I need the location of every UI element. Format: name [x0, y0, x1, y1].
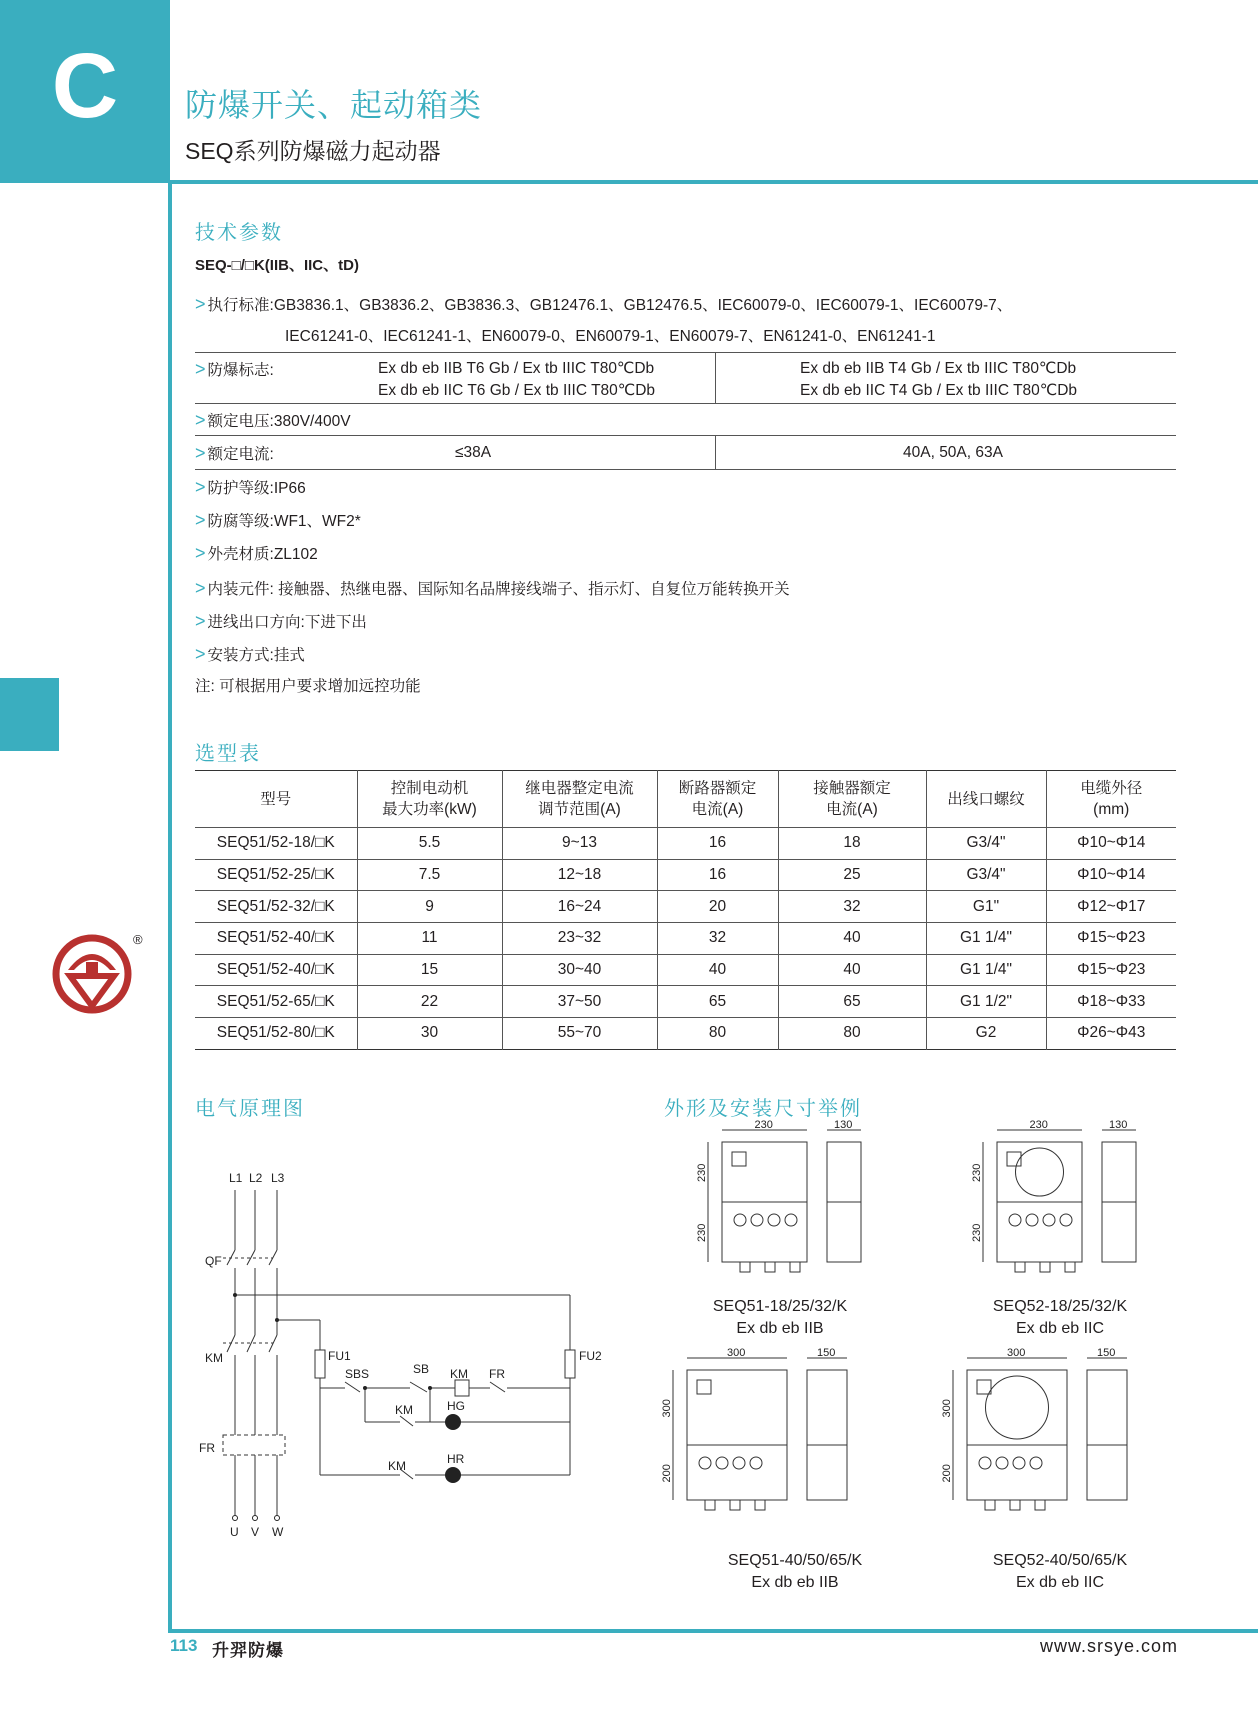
dim-height2-label: 230: [696, 1223, 708, 1242]
current-row: [195, 442, 274, 466]
dim-height1-label: 300: [941, 1399, 953, 1418]
install-label: 安装方式:: [207, 647, 274, 664]
exmark-left-2: Ex db eb IIC T6 Gb / Ex tb IIIC T80℃Db: [378, 382, 656, 399]
label-l3: L3: [271, 1171, 285, 1185]
table-cell: 32: [778, 891, 926, 923]
table-cell: G3/4": [926, 859, 1046, 891]
protection-label: 防护等级:: [207, 480, 274, 497]
enclosure-caption: [695, 1550, 895, 1594]
table-cell: 16~24: [502, 891, 657, 923]
page-number: 113: [170, 1636, 198, 1655]
table-row: [195, 1018, 1176, 1050]
enclosure-drawing: [661, 1347, 895, 1525]
label-km-aux2: KM: [388, 1459, 406, 1473]
exmark-row: [195, 358, 274, 382]
enclosure-caption: [680, 1296, 880, 1340]
footer-brand: 升羿防爆: [212, 1641, 284, 1660]
standards-label: 执行标准:: [207, 297, 274, 314]
label-sb: SB: [413, 1362, 430, 1376]
install-value: 挂式: [273, 647, 305, 664]
table-row: [195, 891, 1176, 923]
table-cell: SEQ51/52-18/□K: [216, 834, 335, 852]
arrow-icon: >: [195, 611, 206, 631]
voltage-value: 380V/400V: [273, 413, 351, 430]
label-hr: HR: [447, 1452, 465, 1466]
table-cell: Φ10~Φ14: [1046, 828, 1176, 860]
table-row: [195, 923, 1176, 955]
table-cell: 55~70: [502, 1018, 657, 1050]
standards-row: [195, 293, 1012, 317]
arrow-icon: >: [195, 510, 206, 530]
table-row: [195, 828, 1176, 860]
current-left: ≤38A: [455, 444, 492, 461]
table-row: [195, 986, 1176, 1018]
arrow-icon: >: [195, 359, 206, 379]
footer-rule: [168, 1629, 1258, 1633]
enclosure-caption: [960, 1550, 1160, 1594]
voltage-row: [195, 409, 351, 433]
enclosure-ex-mark: Ex db eb IIC: [1015, 1320, 1105, 1337]
table-cell: SEQ51/52-25/□K: [216, 866, 335, 884]
table-cell: 37~50: [502, 986, 657, 1018]
label-fu2: FU2: [579, 1349, 602, 1363]
table-cell: 23~32: [502, 923, 657, 955]
dim-width-label: 230: [1029, 1119, 1048, 1131]
label-km-coil: KM: [450, 1367, 468, 1381]
housing-row: [195, 542, 318, 566]
components-label: 内装元件:: [207, 581, 274, 598]
table-cell: SEQ51/52-40/□K: [216, 961, 335, 979]
label-w: W: [272, 1525, 284, 1539]
table-cell: 20: [657, 891, 778, 923]
note: 注: 可根据用户要求增加远控功能: [195, 678, 421, 695]
current-label: 额定电流:: [207, 446, 274, 463]
arrow-icon: >: [195, 578, 206, 598]
selection-table: [195, 770, 1176, 1050]
table-row: [195, 954, 1176, 986]
table-cell: 30~40: [502, 954, 657, 986]
install-row: [195, 643, 305, 667]
label-hg: HG: [447, 1399, 465, 1413]
table-header-row: [195, 771, 1176, 828]
table-cell: 12~18: [502, 859, 657, 891]
arrow-icon: >: [195, 443, 206, 463]
label-l2: L2: [249, 1171, 263, 1185]
table-cell: 18: [778, 828, 926, 860]
label-sbs: SBS: [345, 1367, 370, 1381]
table-cell: 22: [357, 986, 502, 1018]
dim-height1-label: 230: [971, 1163, 983, 1182]
table-cell: SEQ51/52-40/□K: [216, 929, 335, 947]
entry-label: 进线出口方向:: [207, 614, 305, 631]
enclosure-drawing: [941, 1347, 1175, 1525]
header-contactor-current: 接触器额定 电流(A): [778, 771, 926, 828]
header-cable-diameter: 电缆外径 (mm): [1046, 771, 1176, 828]
dim-width-label: 300: [727, 1347, 746, 1359]
divider: [195, 352, 1176, 353]
divider: [715, 352, 716, 403]
dim-width-label: 300: [1007, 1347, 1026, 1359]
table-cell: SEQ51/52-32/□K: [216, 897, 335, 915]
arrow-icon: >: [195, 294, 206, 314]
current-right: 40A, 50A, 63A: [903, 444, 1003, 461]
category-title: 防爆开关、起动箱类: [185, 87, 483, 123]
anticorrosion-value: WF1、WF2*: [273, 513, 361, 530]
table-cell: SEQ51/52-65/□K: [216, 992, 335, 1010]
arrow-icon: >: [195, 543, 206, 563]
table-cell: G1 1/2": [926, 986, 1046, 1018]
table-cell: 80: [657, 1018, 778, 1050]
table-cell: 40: [778, 954, 926, 986]
table-cell: SEQ51/52-80/□K: [216, 1024, 335, 1042]
label-fr-main: FR: [199, 1441, 215, 1455]
enclosure-model: SEQ52-40/50/65/K: [992, 1552, 1128, 1569]
table-cell: 9: [357, 891, 502, 923]
header-rule: [170, 180, 1258, 184]
dim-height2-label: 200: [941, 1464, 953, 1483]
header-relay-current: 继电器整定电流 调节范围(A): [502, 771, 657, 828]
product-title: SEQ系列防爆磁力起动器: [185, 138, 441, 164]
exmark-label: 防爆标志:: [207, 362, 274, 379]
table-cell: 15: [357, 954, 502, 986]
dim-height2-label: 230: [971, 1223, 983, 1242]
arrow-icon: >: [195, 644, 206, 664]
standards-line1: GB3836.1、GB3836.2、GB3836.3、GB12476.1、GB12476.5、IEC60079-0、IEC60079-1、IEC60079-7、: [273, 297, 1013, 314]
dim-height1-label: 230: [696, 1163, 708, 1182]
table-cell: G2: [926, 1018, 1046, 1050]
table-cell: 16: [657, 828, 778, 860]
label-km-aux1: KM: [395, 1403, 413, 1417]
components-value: 接触器、热继电器、国际知名品牌接线端子、指示灯、自复位万能转换开关: [273, 581, 790, 598]
specs-heading: 技术参数: [195, 222, 283, 244]
label-fr-ctrl: FR: [489, 1367, 505, 1381]
table-cell: 65: [657, 986, 778, 1018]
table-cell: Φ12~Φ17: [1046, 891, 1176, 923]
side-tab-marker: [0, 678, 59, 751]
dimensions-heading: 外形及安装尺寸举例: [664, 1098, 862, 1120]
housing-value: ZL102: [273, 546, 318, 563]
table-cell: 65: [778, 986, 926, 1018]
enclosure-drawing: [696, 1119, 920, 1287]
selection-heading: 选型表: [195, 743, 261, 765]
table-cell: G1 1/4": [926, 923, 1046, 955]
divider: [195, 435, 1176, 436]
exmark-right-2: Ex db eb IIC T4 Gb / Ex tb IIIC T80℃Db: [800, 382, 1078, 399]
table-cell: 16: [657, 859, 778, 891]
standards-line2: IEC61241-0、IEC61241-1、EN60079-0、EN60079-1、EN60079-7、EN61241-0、EN61241-1: [285, 328, 936, 345]
table-cell: 9~13: [502, 828, 657, 860]
enclosure-ex-mark: Ex db eb IIB: [751, 1574, 839, 1591]
table-cell: Φ15~Φ23: [1046, 923, 1176, 955]
table-cell: G1 1/4": [926, 954, 1046, 986]
voltage-label: 额定电压:: [207, 413, 274, 430]
header-model: 型号: [260, 790, 292, 808]
table-cell: G1": [926, 891, 1046, 923]
divider: [195, 469, 1176, 470]
table-row: [195, 859, 1176, 891]
header-motor-power: 控制电动机 最大功率(kW): [357, 771, 502, 828]
exmark-right-1: Ex db eb IIB T4 Gb / Ex tb IIIC T80℃Db: [800, 360, 1077, 377]
table-cell: 40: [778, 923, 926, 955]
housing-label: 外壳材质:: [207, 546, 274, 563]
enclosure-model: SEQ52-18/25/32/K: [992, 1298, 1128, 1315]
label-l1: L1: [229, 1171, 243, 1185]
dim-depth-label: 150: [1097, 1347, 1116, 1359]
dim-depth-label: 130: [1109, 1119, 1128, 1131]
schematic-heading: 电气原理图: [195, 1098, 305, 1120]
table-cell: 7.5: [357, 859, 502, 891]
left-rule: [168, 183, 172, 1633]
table-cell: 25: [778, 859, 926, 891]
dim-depth-label: 150: [817, 1347, 836, 1359]
components-row: [195, 577, 790, 601]
table-cell: Φ26~Φ43: [1046, 1018, 1176, 1050]
section-letter: C: [51, 35, 119, 137]
anticorrosion-row: [195, 509, 361, 533]
label-qf: QF: [205, 1254, 222, 1268]
protection-row: [195, 476, 306, 500]
header-breaker-current: 断路器额定 电流(A): [657, 771, 778, 828]
model-code: SEQ-□/□K(IIB、IIC、tD): [195, 257, 359, 274]
anticorrosion-label: 防腐等级:: [207, 513, 274, 530]
enclosure-ex-mark: Ex db eb IIC: [1015, 1574, 1105, 1591]
section-block: [0, 0, 170, 183]
table-cell: Φ18~Φ33: [1046, 986, 1176, 1018]
enclosure-model: SEQ51-40/50/65/K: [727, 1552, 863, 1569]
table-cell: 30: [357, 1018, 502, 1050]
table-cell: Φ10~Φ14: [1046, 859, 1176, 891]
website-link[interactable]: www.srsye.com: [1039, 1636, 1178, 1656]
table-cell: 32: [657, 923, 778, 955]
table-cell: Φ15~Φ23: [1046, 954, 1176, 986]
protection-value: IP66: [273, 480, 306, 497]
arrow-icon: >: [195, 477, 206, 497]
dim-depth-label: 130: [834, 1119, 853, 1131]
table-cell: 40: [657, 954, 778, 986]
enclosure-ex-mark: Ex db eb IIB: [736, 1320, 824, 1337]
table-cell: 11: [357, 923, 502, 955]
label-fu1: FU1: [328, 1349, 351, 1363]
entry-row: [195, 610, 367, 634]
table-cell: G3/4": [926, 828, 1046, 860]
divider: [195, 403, 1176, 404]
exmark-left-1: Ex db eb IIB T6 Gb / Ex tb IIIC T80℃Db: [378, 360, 655, 377]
enclosure-model: SEQ51-18/25/32/K: [712, 1298, 848, 1315]
enclosure-drawing: [971, 1119, 1195, 1287]
label-v: V: [251, 1525, 260, 1539]
dim-height1-label: 300: [661, 1399, 673, 1418]
divider: [715, 435, 716, 469]
dim-width-label: 230: [754, 1119, 773, 1131]
table-cell: 5.5: [357, 828, 502, 860]
entry-value: 下进下出: [304, 614, 367, 631]
arrow-icon: >: [195, 410, 206, 430]
table-cell: 80: [778, 1018, 926, 1050]
electrical-schematic: [195, 1160, 625, 1540]
header-thread: 出线口螺纹: [926, 771, 1046, 828]
dim-height2-label: 200: [661, 1464, 673, 1483]
registered-mark: ®: [133, 932, 143, 947]
label-u: U: [230, 1525, 239, 1539]
enclosure-caption: [960, 1296, 1160, 1340]
label-km-main: KM: [205, 1351, 223, 1365]
